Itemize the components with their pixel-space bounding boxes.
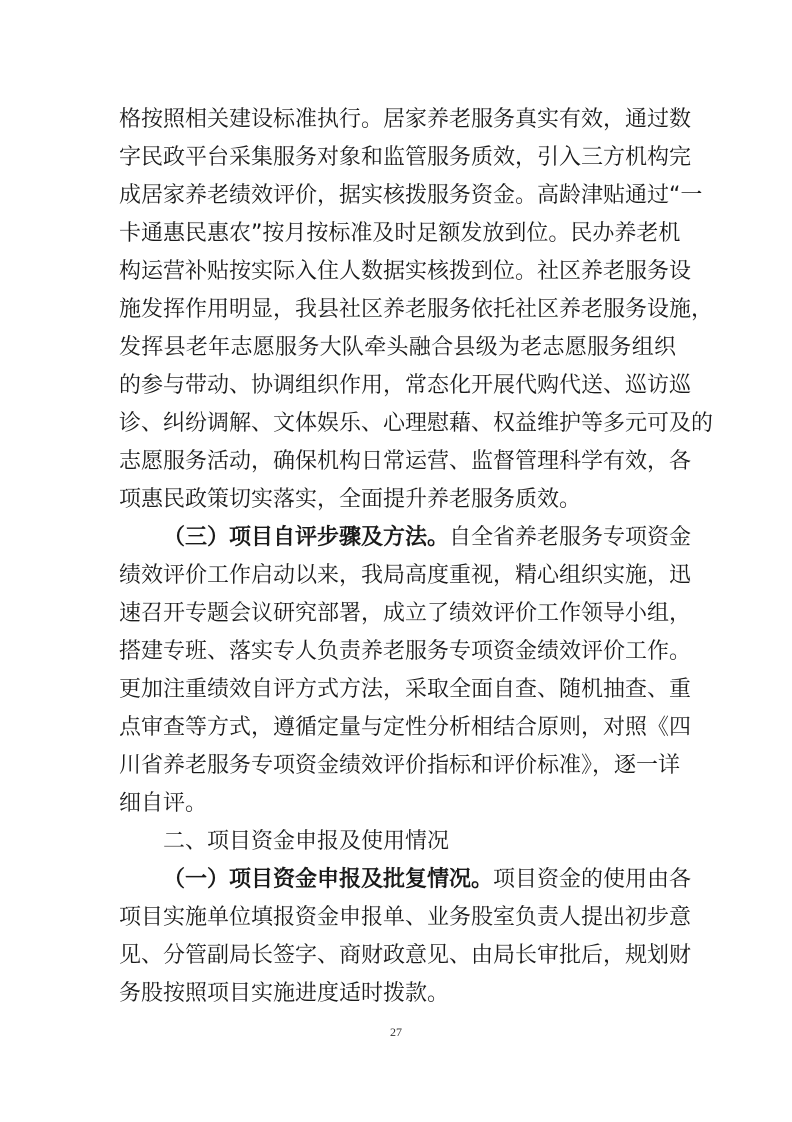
body-line: 构运营补贴按实际入住人数据实核拨到位。社区养老服务设 xyxy=(119,259,692,284)
body-line: 施发挥作用明显，我县社区养老服务依托社区养老服务设施， xyxy=(119,297,714,322)
part-2-heading: 二、项目资金申报及使用情况 xyxy=(163,829,450,854)
section-3-heading: （三）项目自评步骤及方法。 xyxy=(163,525,450,550)
body-line: 见、分管副局长签字、商财政意见、由局长审批后，规划财 xyxy=(119,943,692,968)
body-line: 绩效评价工作启动以来，我局高度重视，精心组织实施，迅 xyxy=(119,563,692,588)
body-line: 点审查等方式，遵循定量与定性分析相结合原则，对照《四 xyxy=(119,715,692,740)
section-3-first-line xyxy=(163,523,692,553)
body-line: 搭建专班、落实专人负责养老服务专项资金绩效评价工作。 xyxy=(119,639,692,664)
section-1-text: 项目资金的使用由各 xyxy=(493,867,692,892)
body-line: 字民政平台采集服务对象和监管服务质效，引入三方机构完 xyxy=(119,145,692,170)
body-line: 卡通惠民惠农”按月按标准及时足额发放到位。民办养老机 xyxy=(119,221,681,246)
body-line: 的参与带动、协调组织作用，常态化开展代购代送、巡访巡 xyxy=(119,373,692,398)
body-line: 更加注重绩效自评方式方法，采取全面自查、随机抽查、重 xyxy=(119,677,692,702)
body-line: 项惠民政策切实落实，全面提升养老服务质效。 xyxy=(119,487,582,512)
body-line: 志愿服务活动，确保机构日常运营、监督管理科学有效，各 xyxy=(119,449,692,474)
body-line: 诊、纠纷调解、文体娱乐、心理慰藉、权益维护等多元可及的 xyxy=(119,411,714,436)
body-line: 务股按照项目实施进度适时拨款。 xyxy=(119,981,450,1006)
body-line: 速召开专题会议研究部署，成立了绩效评价工作领导小组， xyxy=(119,601,692,626)
body-line: 成居家养老绩效评价，据实核拨服务资金。高龄津贴通过“一 xyxy=(119,183,703,208)
section-1-heading: （一）项目资金申报及批复情况。 xyxy=(163,867,494,892)
page-number: 27 xyxy=(390,1025,402,1039)
body-line: 格按照相关建设标准执行。居家养老服务真实有效，通过数 xyxy=(119,107,692,132)
body-line: 发挥县老年志愿服务大队牵头融合县级为老志愿服务组织 xyxy=(119,335,676,360)
section-3-text: 自全省养老服务专项资金 xyxy=(449,525,692,550)
body-line: 细自评。 xyxy=(119,791,208,816)
body-line: 项目实施单位填报资金申报单、业务股室负责人提出初步意 xyxy=(119,905,692,930)
section-1-first-line xyxy=(163,865,692,895)
body-line: 川省养老服务专项资金绩效评价指标和评价标准》，逐一详 xyxy=(119,753,681,778)
